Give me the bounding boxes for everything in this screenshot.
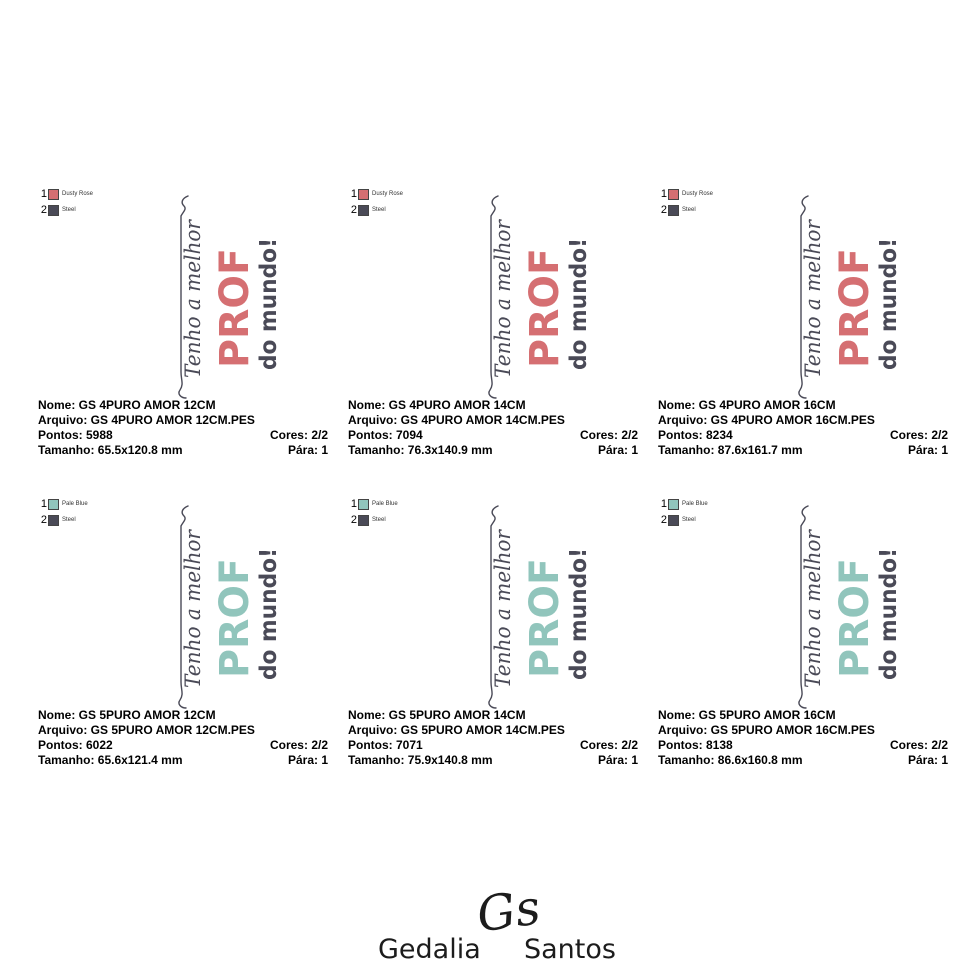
design-size: Tamanho: 65.6x121.4 mm — [38, 753, 183, 767]
design-prof-text: PROF — [212, 246, 258, 368]
legend-color-name: Dusty Rose — [682, 191, 714, 197]
legend-color-name: Dusty Rose — [372, 191, 404, 197]
legend-row — [38, 496, 88, 512]
design-script-text: Tenho a melhor — [491, 522, 515, 688]
stitch-count: Pontos: 5988 — [38, 428, 113, 442]
design-card — [38, 496, 338, 776]
stitch-count: Pontos: 8138 — [658, 738, 733, 752]
design-mundo-text: do mundo! — [256, 540, 282, 680]
legend-color-name: Steel — [682, 207, 696, 213]
brand-name-last: Santos — [524, 934, 616, 965]
design-script-text: Tenho a melhor — [181, 212, 205, 378]
color-legend — [658, 186, 713, 218]
design-name: Nome: GS 5PURO AMOR 16CM — [658, 708, 836, 722]
embroidery-design — [786, 192, 906, 402]
color-legend — [38, 186, 93, 218]
legend-row — [38, 186, 93, 202]
color-swatch — [48, 499, 59, 510]
color-swatch — [668, 189, 679, 200]
legend-number: 2 — [40, 204, 47, 216]
legend-number: 2 — [40, 514, 47, 526]
design-file: Arquivo: GS 4PURO AMOR 14CM.PES — [348, 413, 565, 427]
color-swatch — [48, 515, 59, 526]
color-swatch — [48, 205, 59, 216]
legend-color-name: Pale Blue — [62, 501, 88, 507]
design-info — [348, 708, 638, 768]
design-name: Nome: GS 4PURO AMOR 12CM — [38, 398, 216, 412]
color-count: Cores: 2/2 — [579, 428, 638, 442]
design-mundo-text: do mundo! — [256, 230, 282, 370]
design-info — [348, 398, 638, 458]
color-legend — [348, 496, 398, 528]
legend-color-name: Steel — [682, 517, 696, 523]
design-name: Nome: GS 4PURO AMOR 14CM — [348, 398, 526, 412]
design-size: Tamanho: 87.6x161.7 mm — [658, 443, 803, 457]
legend-number: 1 — [660, 188, 667, 200]
design-mundo-text: do mundo! — [566, 540, 592, 680]
stitch-count: Pontos: 8234 — [658, 428, 733, 442]
stops-count: Pára: 1 — [907, 753, 948, 767]
design-size: Tamanho: 75.9x140.8 mm — [348, 753, 493, 767]
design-card — [348, 496, 648, 776]
design-script-text: Tenho a melhor — [181, 522, 205, 688]
design-info — [658, 708, 948, 768]
legend-number: 1 — [350, 188, 357, 200]
legend-number: 2 — [350, 514, 357, 526]
design-script-text: Tenho a melhor — [801, 522, 825, 688]
design-name: Nome: GS 5PURO AMOR 12CM — [38, 708, 216, 722]
color-count: Cores: 2/2 — [889, 738, 948, 752]
legend-row — [348, 496, 398, 512]
design-mundo-text: do mundo! — [566, 230, 592, 370]
color-swatch — [668, 499, 679, 510]
legend-number: 1 — [350, 498, 357, 510]
design-size: Tamanho: 76.3x140.9 mm — [348, 443, 493, 457]
design-card — [658, 496, 958, 776]
legend-color-name: Dusty Rose — [62, 191, 94, 197]
legend-row — [348, 186, 403, 202]
stops-count: Pára: 1 — [597, 443, 638, 457]
legend-row — [348, 202, 403, 218]
legend-row — [658, 186, 713, 202]
legend-color-name: Pale Blue — [372, 501, 398, 507]
embroidery-design — [166, 192, 286, 402]
legend-color-name: Steel — [62, 207, 76, 213]
stops-count: Pára: 1 — [287, 443, 328, 457]
stitch-count: Pontos: 6022 — [38, 738, 113, 752]
design-file: Arquivo: GS 5PURO AMOR 12CM.PES — [38, 723, 255, 737]
stops-count: Pára: 1 — [597, 753, 638, 767]
legend-color-name: Steel — [372, 207, 386, 213]
color-swatch — [358, 189, 369, 200]
design-file: Arquivo: GS 4PURO AMOR 12CM.PES — [38, 413, 255, 427]
brand-name-first: Gedalia — [378, 934, 481, 965]
legend-number: 1 — [40, 498, 47, 510]
design-mundo-text: do mundo! — [876, 230, 902, 370]
color-legend — [348, 186, 403, 218]
legend-number: 2 — [660, 514, 667, 526]
color-swatch — [358, 205, 369, 216]
stops-count: Pára: 1 — [287, 753, 328, 767]
legend-color-name: Steel — [372, 517, 386, 523]
color-swatch — [358, 499, 369, 510]
color-count: Cores: 2/2 — [269, 428, 328, 442]
color-legend — [38, 496, 88, 528]
color-swatch — [668, 515, 679, 526]
legend-row — [38, 512, 88, 528]
legend-number: 1 — [660, 498, 667, 510]
design-card — [348, 186, 648, 466]
embroidery-design — [786, 502, 906, 712]
stitch-count: Pontos: 7071 — [348, 738, 423, 752]
design-card — [38, 186, 338, 466]
color-legend — [658, 496, 708, 528]
design-size: Tamanho: 86.6x160.8 mm — [658, 753, 803, 767]
color-swatch — [358, 515, 369, 526]
design-name: Nome: GS 5PURO AMOR 14CM — [348, 708, 526, 722]
legend-color-name: Pale Blue — [682, 501, 708, 507]
design-prof-text: PROF — [832, 556, 878, 678]
design-mundo-text: do mundo! — [876, 540, 902, 680]
design-prof-text: PROF — [522, 246, 568, 368]
design-name: Nome: GS 4PURO AMOR 16CM — [658, 398, 836, 412]
design-size: Tamanho: 65.5x120.8 mm — [38, 443, 183, 457]
color-count: Cores: 2/2 — [269, 738, 328, 752]
brand-logo — [370, 878, 640, 970]
design-file: Arquivo: GS 4PURO AMOR 16CM.PES — [658, 413, 875, 427]
embroidery-design — [476, 192, 596, 402]
embroidery-design — [476, 502, 596, 712]
design-card — [658, 186, 958, 466]
color-count: Cores: 2/2 — [579, 738, 638, 752]
stitch-count: Pontos: 7094 — [348, 428, 423, 442]
legend-row — [658, 496, 708, 512]
legend-row — [658, 202, 713, 218]
design-file: Arquivo: GS 5PURO AMOR 16CM.PES — [658, 723, 875, 737]
design-file: Arquivo: GS 5PURO AMOR 14CM.PES — [348, 723, 565, 737]
stops-count: Pára: 1 — [907, 443, 948, 457]
design-prof-text: PROF — [522, 556, 568, 678]
embroidery-design — [166, 502, 286, 712]
color-swatch — [668, 205, 679, 216]
color-swatch — [48, 189, 59, 200]
design-prof-text: PROF — [832, 246, 878, 368]
design-info — [38, 398, 328, 458]
legend-row — [38, 202, 93, 218]
legend-number: 2 — [660, 204, 667, 216]
legend-row — [348, 512, 398, 528]
design-info — [38, 708, 328, 768]
legend-row — [658, 512, 708, 528]
legend-color-name: Steel — [62, 517, 76, 523]
brand-monogram: Gs — [473, 879, 544, 944]
color-count: Cores: 2/2 — [889, 428, 948, 442]
design-info — [658, 398, 948, 458]
legend-number: 2 — [350, 204, 357, 216]
design-prof-text: PROF — [212, 556, 258, 678]
design-script-text: Tenho a melhor — [801, 212, 825, 378]
legend-number: 1 — [40, 188, 47, 200]
design-script-text: Tenho a melhor — [491, 212, 515, 378]
